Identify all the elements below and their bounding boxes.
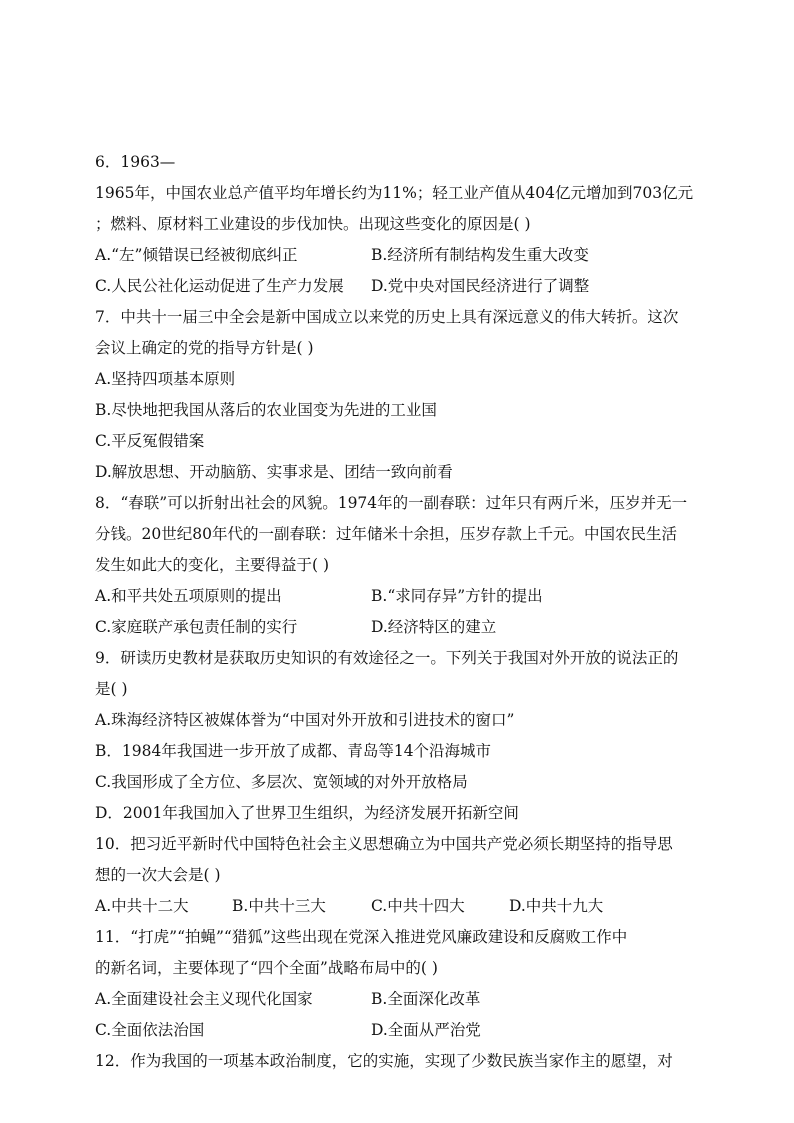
question-stem-line: 12．作为我国的一项基本政治制度，它的实施，实现了少数民族当家作主的愿望，对 (95, 1052, 673, 1070)
option-a: A.中共十二大 (95, 897, 189, 915)
option-b: B．1984年我国进一步开放了成都、青岛等14个沿海城市 (95, 742, 492, 760)
question-stem-line: 想的一次大会是( ) (95, 866, 221, 884)
option-a: A.“左”倾错误已经被彻底纠正 (95, 246, 298, 264)
option-a: A.坚持四项基本原则 (95, 370, 236, 388)
option-row (95, 240, 715, 271)
option-c: C.家庭联产承包责任制的实行 (95, 618, 298, 636)
question-stem-line: ；燃料、原材料工业建设的步伐加快。出现这些变化的原因是( ) (95, 215, 531, 233)
option-row (95, 891, 715, 922)
option-a: A.全面建设社会主义现代化国家 (95, 990, 313, 1008)
option-row (95, 1015, 715, 1046)
question-stem-line: 分钱。20世纪80年代的一副春联：过年储米十余担，压岁存款上千元。中国农民生活 (95, 525, 677, 543)
question-stem-line: 10．把习近平新时代中国特色社会主义思想确立为中国共产党必须长期坚持的指导思 (95, 835, 673, 853)
option-row (95, 612, 715, 643)
question-7 (95, 302, 715, 488)
option-row (95, 271, 715, 302)
option-row (95, 984, 715, 1015)
question-10 (95, 829, 715, 922)
question-stem-line: 6．1963— (95, 153, 176, 171)
question-stem-line: 8．“春联”可以折射出社会的风貌。1974年的一副春联：过年只有两斤米，压岁并无一 (95, 494, 688, 512)
question-stem-line: 的新名词，主要体现了“四个全面”战略布局中的( ) (95, 959, 438, 977)
option-c: C.平反冤假错案 (95, 432, 205, 450)
question-stem-line: 11．“打虎”“拍蝇”“猎狐”这些出现在党深入推进党风廉政建设和反腐败工作中 (95, 928, 628, 946)
question-9 (95, 643, 715, 829)
option-a: A.珠海经济特区被媒体誉为“中国对外开放和引进技术的窗口” (95, 711, 515, 729)
question-stem-line: 发生如此大的变化，主要得益于( ) (95, 556, 330, 574)
question-stem-line: 7．中共十一届三中全会是新中国成立以来党的历史上具有深远意义的伟大转折。这次 (95, 308, 679, 326)
option-b: B.“求同存异”方针的提出 (371, 587, 543, 605)
question-stem-line: 9．研读历史教材是获取历史知识的有效途径之一。下列关于我国对外开放的说法正的 (95, 649, 679, 667)
option-c: C.全面依法治国 (95, 1021, 205, 1039)
question-stem-line: 是( ) (95, 680, 128, 698)
option-b: B.尽快地把我国从落后的农业国变为先进的工业国 (95, 401, 437, 419)
option-d: D．2001年我国加入了世界卫生组织，为经济发展开拓新空间 (95, 804, 519, 822)
option-a: A.和平共处五项原则的提出 (95, 587, 282, 605)
option-row (95, 581, 715, 612)
option-c: C.人民公社化运动促进了生产力发展 (95, 277, 344, 295)
question-6 (95, 147, 715, 302)
option-b: B.经济所有制结构发生重大改变 (371, 246, 589, 264)
option-d: D.经济特区的建立 (371, 618, 497, 636)
option-d: D.党中央对国民经济进行了调整 (371, 277, 590, 295)
option-b: B.全面深化改革 (371, 990, 481, 1008)
question-stem-line: 1965年，中国农业总产值平均年增长约为11%；轻工业产值从404亿元增加到703亿元 (95, 184, 694, 202)
option-b: B.中共十三大 (232, 897, 326, 915)
question-12 (95, 1046, 715, 1077)
option-d: D.全面从严治党 (371, 1021, 481, 1039)
exam-page (95, 147, 715, 1077)
question-11 (95, 922, 715, 1046)
option-c: C.我国形成了全方位、多层次、宽领域的对外开放格局 (95, 773, 468, 791)
option-d: D.解放思想、开动脑筋、实事求是、团结一致向前看 (95, 463, 453, 481)
question-stem-line: 会议上确定的党的指导方针是( ) (95, 339, 314, 357)
option-d: D.中共十九大 (509, 897, 604, 915)
option-c: C.中共十四大 (371, 897, 465, 915)
question-8 (95, 488, 715, 643)
